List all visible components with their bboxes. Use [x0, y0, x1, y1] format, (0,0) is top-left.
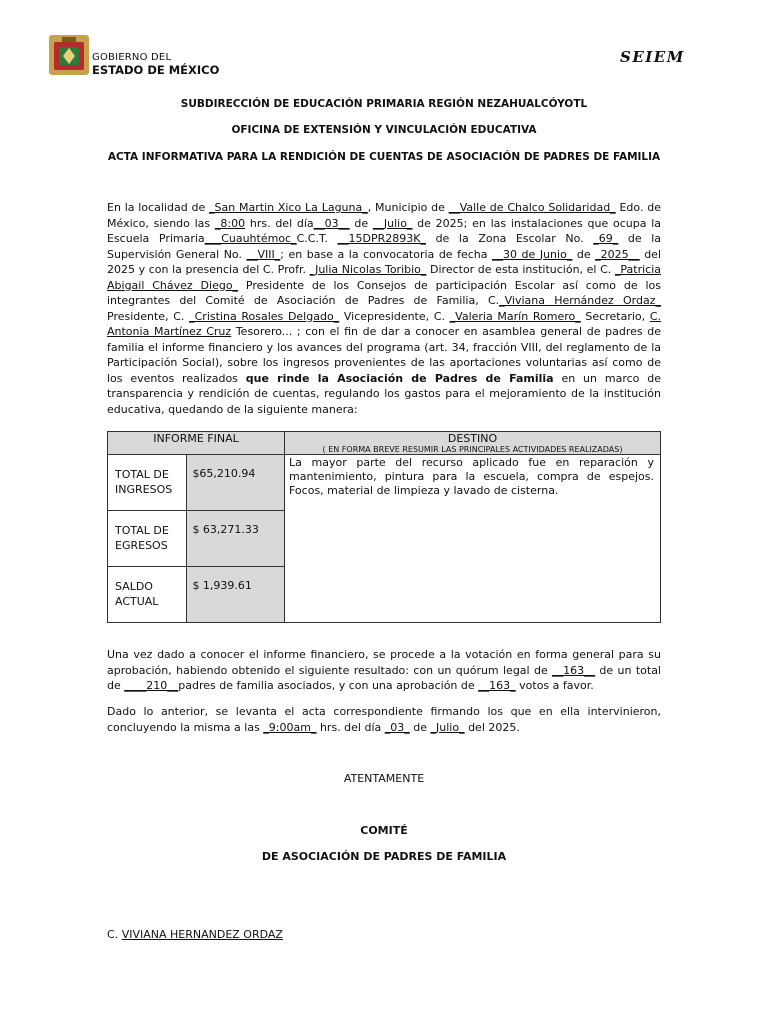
intro-paragraph: En la localidad de _San Martin Xico La Laguna_, Municipio de __Valle de Chalco Solidaridad_ Edo. de México, siendo las _8:00 hrs. del día__03__ de __Julio_ de 2025; en las instalaciones que ocupa la Escuela Primaria___Cuauhtémoc_C.C.T. __15DPR2893K_ de la Zona Escolar No. _69_ de la Supervisión General No. __VIII_; en base a la convocatoria de fecha __30 de Junio_ de _2025__ del 2025 y con la presencia del C. Profr. _Julia Nicolas Toribio_ Director de esta institución, el C. _Patricia Abigail Chávez Diego_ Presidente de los Consejos de participación Escolar así como de los integrantes del Comité de Asociación de Padres de Familia, C._Viviana Hernández Ordaz_ Presidente, C. _Cristina Rosales Delgado_ Vicepresidente, C. _Valeria Marín Romero_ Secretario, C. Antonia Martínez Cruz Tesorero... ; con el fin de dar a conocer en asamblea general de padres de familia el informe financiero y los avances del programa (art. 34, fracción VIII, del reglamento de la Participación Social), sobre los ingresos provenientes de las aportaciones voluntarias así como de los eventos realizados que rinde la Asociación de Padres de Familia en un marco de transparencia y rendición de cuentas, regulando los gastos para el mejoramiento de la institución educativa, quedando de la siguiente manera:: [107, 201, 662, 416]
supervision: __VIII_: [246, 247, 281, 261]
dia-cierre: _03_: [384, 720, 410, 734]
tesorero: C. Antonia Martínez Cruz: [107, 309, 661, 338]
atentamente: ATENTAMENTE: [343, 772, 425, 785]
vicepresidente: _Cristina Rosales Delgado_: [189, 309, 340, 323]
hora-cierre: _9:00am_: [263, 720, 317, 734]
localidad: _San Martin Xico La Laguna_: [209, 201, 368, 214]
seiem-logo: SEIEM: [620, 48, 685, 66]
cct: __15DPR2893K_: [337, 232, 426, 245]
label-saldo: SALDO ACTUAL: [108, 567, 187, 623]
title-subdireccion: SUBDIRECCIÓN DE EDUCACIÓN PRIMARIA REGIÓN NEZAHUALCÓYOTL: [180, 98, 588, 110]
comite-asociacion: DE ASOCIACIÓN DE PADRES DE FAMILIA: [261, 850, 507, 863]
coat-of-arms-icon: [48, 34, 90, 76]
comite: COMITÉ: [360, 824, 408, 837]
value-saldo: $ 1,939.61: [187, 567, 285, 623]
presidente-cps: _Patricia Abigail Chávez Diego_: [107, 263, 661, 292]
anio-convocatoria: _2025__: [595, 247, 640, 261]
hora-inicio: _8:00: [214, 216, 246, 230]
director: _Julia Nicolas Toribio_: [309, 263, 427, 276]
destino-text: La mayor parte del recurso aplicado fue en reparación y mantenimiento, pintura para la escuela, compra de espejos. Focos, material de limpieza y lavado de cisterna.: [285, 455, 661, 623]
gobierno-logo: [48, 34, 228, 78]
fecha-convocatoria: __30 de Junio_: [492, 247, 573, 261]
label-ingresos: TOTAL DE INGRESOS: [108, 455, 187, 511]
gov-line2: ESTADO DE MÉXICO: [92, 63, 220, 77]
zona: _69_: [593, 232, 619, 245]
quorum: __163__: [552, 663, 596, 677]
municipio: __Valle de Chalco Solidaridad_: [448, 201, 616, 214]
mes-inicio: __Julio_: [372, 216, 413, 230]
header-informe: INFORME FINAL: [108, 432, 285, 455]
signature-line: C. VIVIANA HERNANDEZ ORDAZ: [107, 928, 283, 941]
mes-cierre: _Julio_: [430, 720, 465, 734]
vote-paragraph: Una vez dado a conocer el informe financiero, se procede a la votación en forma general para su aprobación, habiendo obtenido el siguiente resultado: con un quórum legal de __163__ de un total de ____210__padres de familia asociados, y con una aprobación de __163_ votos a favor.: [107, 648, 661, 692]
financial-table: [107, 431, 661, 623]
aprobacion: __163_: [478, 679, 516, 692]
label-egresos: TOTAL DE EGRESOS: [108, 511, 187, 567]
value-ingresos: $65,210.94: [187, 455, 285, 511]
secretario: _Valeria Marín Romero_: [449, 309, 581, 323]
signature-name: VIVIANA HERNANDEZ ORDAZ: [121, 928, 283, 941]
presidente: _Viviana Hernández Ordaz_: [499, 294, 661, 307]
escuela: ___Cuauhtémoc_: [204, 232, 297, 245]
table-row: [108, 455, 661, 511]
gov-line1: GOBIERNO DEL: [92, 52, 172, 63]
header-destino: DESTINO ( EN FORMA BREVE RESUMIR LAS PRINCIPALES ACTIVIDADES REALIZADAS): [285, 432, 661, 455]
total-asociados: ____210__: [124, 679, 179, 692]
dia-inicio: __03__: [313, 216, 350, 230]
title-oficina: OFICINA DE EXTENSIÓN Y VINCULACIÓN EDUCATIVA: [231, 124, 537, 136]
value-egresos: $ 63,271.33: [187, 511, 285, 567]
closing-paragraph: Dado lo anterior, se levanta el acta correspondiente firmando los que en ella intervinieron, concluyendo la misma a las _9:00am_ hrs. del día _03_ de _Julio_ del 2025.: [107, 705, 661, 734]
title-acta: ACTA INFORMATIVA PARA LA RENDICIÓN DE CUENTAS DE ASOCIACIÓN DE PADRES DE FAMILIA: [107, 151, 661, 163]
